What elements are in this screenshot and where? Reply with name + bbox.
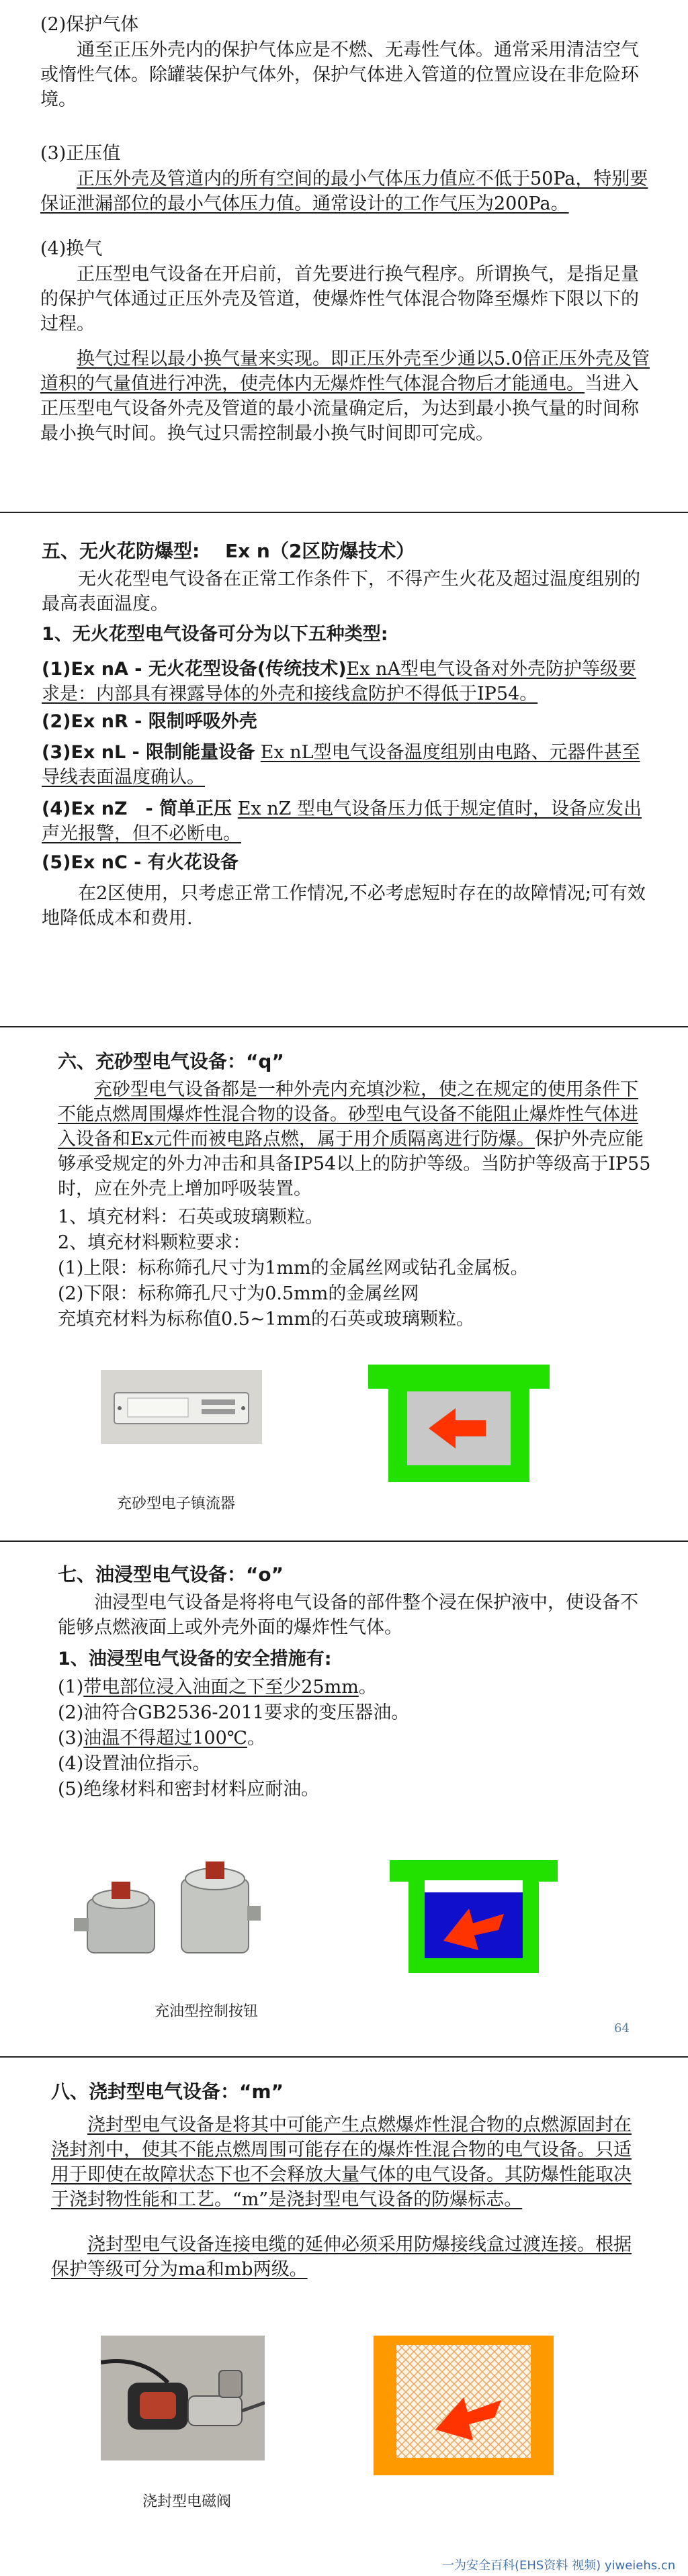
paragraph-pressure-value: 正压外壳及管道内的所有空间的最小气体压力值应不低于50Pa，特别要保证泄漏部位的最小气体压力值。通常设计的工作气压为200Pa。 xyxy=(40,169,648,214)
page-number: 64 xyxy=(614,2021,630,2035)
oil-measure-1-num: (1) xyxy=(58,1677,84,1698)
encap-photo-caption: 浇封型电磁阀 xyxy=(142,2493,232,2510)
paragraph-protective-gas: 通至正压外壳内的保护气体应是不燃、无毒性气体。通常采用清洁空气或惰性气体。除罐装保护气体外，保护气体进入管道的位置应设在非危险环境。 xyxy=(40,40,639,110)
slide-title-encapsulated: 八、浇封型电气设备：“m” xyxy=(51,2080,284,2103)
ex-nl-label: (3)Ex nL - 限制能量设备 xyxy=(42,742,255,763)
sand-list-item-1: 1、填充材料：石英或玻璃颗粒。 xyxy=(58,1207,324,1228)
sand-list-item-5: 充填充材料为标称值0.5~1mm的石英或玻璃颗粒。 xyxy=(58,1309,474,1330)
slide-title-sand-filled: 六、充砂型电气设备：“q” xyxy=(58,1050,284,1072)
paragraph-oil-intro: 油浸型电气设备是将将电气设备的部件整个浸在保护液中，使设备不能够点燃液面上或外壳外面的爆炸性气体。 xyxy=(58,1592,638,1638)
oil-measure-1 xyxy=(58,1675,377,1700)
item-ex-nl xyxy=(42,740,653,790)
footer-watermark: 一为安全百科(EHS资料 视频) yiweiehs.cn xyxy=(442,2559,676,2573)
slide-positive-pressure xyxy=(0,0,688,513)
sand-rest-text: 保护外壳应能够承受规定的外力冲击和具备IP54以上的防护等级。当防护等级高于IP55时，应在外壳上增加呼吸装置。 xyxy=(58,1129,651,1199)
sand-underlined-text: 充砂型电气设备都是一种外壳内充填沙粒，使之在规定的使用条件下不能点燃周围爆炸性混合物的设备。砂型电气设备不能阻止爆炸性气体进入设备和Ex元件而被电路点燃，属于用介质隔离进行防爆。 xyxy=(58,1079,638,1150)
sand-list-item-3: (1)上限：标称筛孔尺寸为1mm的金属丝网或钻孔金属板。 xyxy=(58,1258,529,1279)
sand-ballast-photo xyxy=(101,1370,262,1444)
solenoid-valve-photo xyxy=(101,2336,265,2460)
heading-protective-gas: (2)保护气体 xyxy=(40,14,139,35)
oil-measure-1-end: 。 xyxy=(358,1677,377,1698)
heading-purge: (4)换气 xyxy=(40,238,103,259)
sand-photo-caption: 充砂型电子镇流器 xyxy=(117,1496,236,1512)
encap-text-4: “m”是浇封型电气设备的防爆标志。 xyxy=(232,2189,523,2210)
slide-title-oil-immersed: 七、油浸型电气设备：“o” xyxy=(58,1563,284,1585)
paragraph-encap-cable: 浇封型电气设备连接电缆的延伸必须采用防爆接线盒过渡连接。根据保护等级可分为ma和mb两级。 xyxy=(51,2234,632,2280)
item-ex-nc xyxy=(42,850,239,875)
paragraph-zone2: 在2区使用，只考虑正常工作情况,不必考虑短时存在的故障情况;可有效地降低成本和费用. xyxy=(42,883,646,929)
oil-measure-3-text: 油温不得超过100℃ xyxy=(83,1728,247,1749)
sand-list-item-2: 2、填充材料颗粒要求： xyxy=(58,1232,251,1253)
oil-measure-3-end: 。 xyxy=(247,1728,265,1749)
oil-measure-2: (2)油符合GB2536-2011要求的变压器油。 xyxy=(58,1702,410,1723)
ex-na-label: (1)Ex nA - 无火花型设备(传统技术) xyxy=(42,659,347,680)
ex-nz-desc: Ex nZ 型电气设备压力低于规定值时，设备应发出声光报警，但不必断电。 xyxy=(42,798,642,844)
encapsulated-diagram xyxy=(374,2336,554,2475)
subtitle-oil-measures: 1、油浸型电气设备的安全措施有: xyxy=(58,1649,332,1669)
purge-rest-text: 当进入正压型电气设备外壳及管道的最小流量确定后，为达到最小换气量的时间称最小换气时间。换气过只需控制最小换气时间即可完成。 xyxy=(40,373,639,444)
oil-measure-4: (4)设置油位指示。 xyxy=(58,1753,211,1774)
oil-photo-caption: 充油型控制按钮 xyxy=(155,2003,259,2020)
heading-pressure-value: (3)正压值 xyxy=(40,143,121,164)
paragraph-purge-process xyxy=(40,347,652,446)
paragraph-non-sparking-intro: 无火花型电气设备在正常工作条件下，不得产生火花及超过温度组别的最高表面温度。 xyxy=(42,569,640,614)
sand-filled-diagram xyxy=(368,1365,550,1482)
paragraph-sand-filled xyxy=(58,1077,656,1201)
encap-text-1: 浇封型电气设备是将其中可能产生点燃爆炸性混合物的点燃源固封在浇封剂中，使其不能点燃周围可能存在的爆炸性混合物的电气设备。 xyxy=(51,2115,632,2160)
subtitle-five-types: 1、无火花型电气设备可分为以下五种类型: xyxy=(42,624,388,645)
encap-text-2: 只适用于即使在故障状态下也不会释放大量气体的电气设备。 xyxy=(51,2140,632,2185)
ex-nc-label: (5)Ex nC - 有火花设备 xyxy=(42,852,239,873)
oil-immersed-diagram xyxy=(390,1860,558,1973)
oil-measure-3 xyxy=(58,1726,265,1751)
slide-non-sparking xyxy=(0,514,688,1027)
encap-text-3: 其防爆性能取决于浇封物性能和工艺。 xyxy=(51,2164,632,2210)
paragraph-encapsulated xyxy=(51,2113,649,2212)
oil-measure-5: (5)绝缘材料和密封材料应耐油。 xyxy=(58,1779,320,1800)
slide-title-non-sparking: 五、无火花防爆型: Ex n（2区防爆技术） xyxy=(42,540,415,562)
item-ex-nz xyxy=(42,796,653,846)
slide-oil-immersed xyxy=(0,1543,688,2058)
item-ex-na xyxy=(42,657,653,706)
ex-nz-label: (4)Ex nZ - 简单正压 xyxy=(42,798,232,819)
slide-encapsulated xyxy=(0,2059,688,2576)
slide-sand-filled xyxy=(0,1029,688,1542)
purge-underlined-text: 换气过程以最小换气量来实现。即正压外壳至少通以5.0倍正压外壳及管道积的气量值进行冲洗，使壳体内无爆炸性气体混合物后才能通电。 xyxy=(40,349,650,394)
ex-nl-desc: Ex nL型电气设备温度组别由电路、元器件甚至导线表面温度确认。 xyxy=(42,742,640,788)
paragraph-purge-definition: 正压型电气设备在开启前，首先要进行换气程序。所谓换气，是指足量的保护气体通过正压外壳及管道，使爆炸性气体混合物降至爆炸下限以下的过程。 xyxy=(40,264,639,334)
ex-nr-label: (2)Ex nR - 限制呼吸外壳 xyxy=(42,711,257,732)
oil-measure-1-text: 带电部位浸入油面之下至少25mm xyxy=(83,1677,359,1698)
oil-button-photo xyxy=(74,1839,262,1973)
item-ex-nr xyxy=(42,709,257,734)
oil-measure-3-num: (3) xyxy=(58,1728,84,1749)
sand-list-item-4: (2)下限：标称筛孔尺寸为0.5mm的金属丝网 xyxy=(58,1283,419,1304)
ex-na-desc: Ex nA型电气设备对外壳防护等级要求是：内部具有裸露导体的外壳和接线盒防护不得低于IP54。 xyxy=(42,659,636,704)
